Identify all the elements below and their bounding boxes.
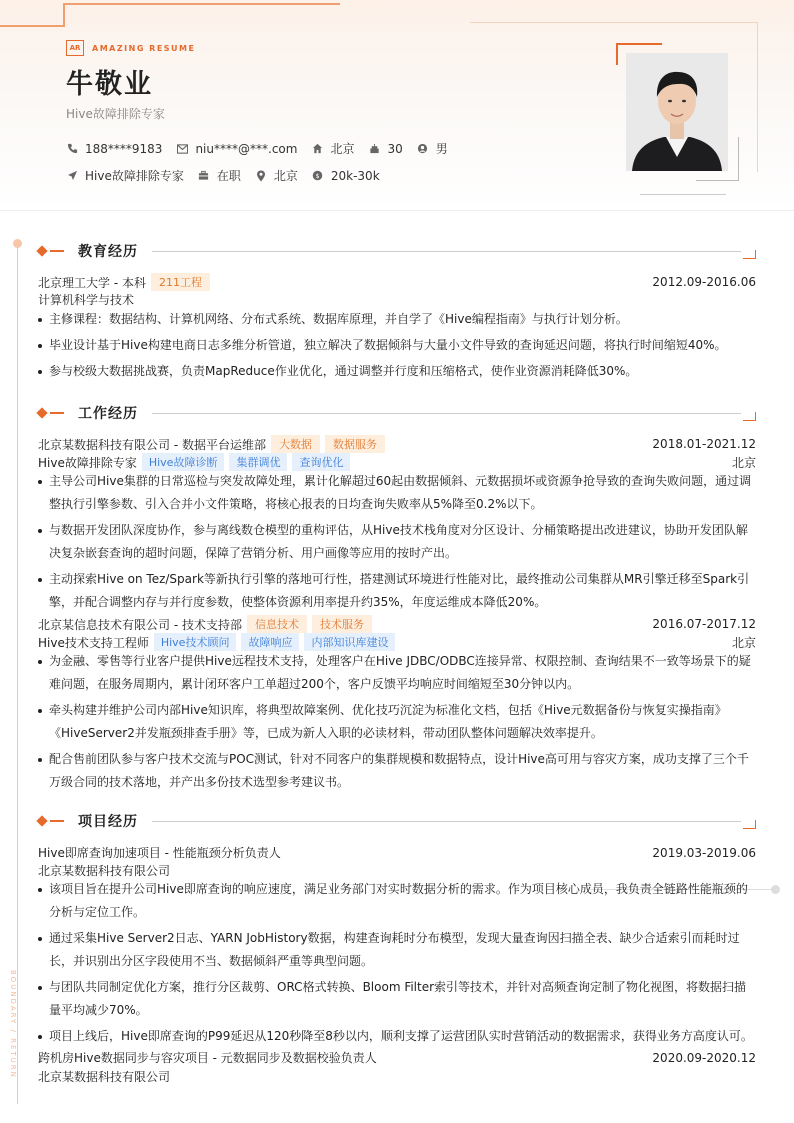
intent-city-item: [255, 167, 298, 184]
photo-corner: [696, 137, 739, 181]
skill-tag: 内部知识库建设: [304, 633, 395, 651]
job-intent-row: [66, 167, 394, 184]
project-header-row: [38, 1049, 756, 1066]
candidate-name: 牛敬业: [66, 69, 153, 100]
job-role: Hive故障排除专家: [38, 455, 137, 470]
major: 计算机科学与技术: [38, 293, 135, 307]
skill-tag: Hive故障诊断: [142, 453, 225, 471]
city-item: [311, 140, 354, 157]
project-header-row: [38, 844, 756, 861]
age-text: 30: [387, 141, 403, 156]
job-role-row: [38, 633, 756, 651]
project-company: 北京某数据科技有限公司: [38, 1070, 171, 1084]
gender-icon: [417, 143, 429, 155]
diamond-icon: [36, 815, 47, 826]
send-icon: [66, 170, 78, 182]
major-row: [38, 291, 756, 308]
brand-text: AMAZING RESUME: [92, 43, 196, 53]
project-company-row: [38, 862, 756, 879]
job-header-row: [38, 615, 756, 633]
dash-decor: [50, 820, 64, 822]
side-watermark: BOUNDARY / RETURN: [9, 970, 17, 1079]
timeline-line: [17, 244, 18, 1104]
skill-tag: Hive技术顾问: [154, 633, 237, 651]
decor-line: [0, 25, 65, 27]
phone-item: [66, 142, 162, 156]
city-text: 北京: [330, 142, 355, 156]
divider: [152, 413, 741, 414]
job-bullets: [38, 650, 756, 797]
project-date: 2020.09-2020.12: [652, 1050, 756, 1065]
list-item: 主导公司Hive集群的日常巡检与突发故障处理，累计化解超过60起由数据倾斜、元数据损坏或资源争抢导致的查询失败问题，通过调整执行引擎参数、引入合并小文件策略，将核心报表的日均查询失败率从5%降至0.2%以下。: [38, 470, 756, 516]
list-item: 牵头构建并维护公司内部Hive知识库，将典型故障案例、优化技巧沉淀为标准化文档，包括《Hive元数据备份与恢复实操指南》《HiveServer2并发瓶颈排查手册》等，已成为新人入职的必读材料，带动团队整体问题解决效率提升。: [38, 699, 756, 745]
section-title: 工作经历: [78, 406, 138, 422]
intent-city-text: 北京: [273, 169, 298, 183]
industry-tag: 信息技术: [247, 615, 307, 633]
decor-line: [757, 22, 758, 172]
dash-decor: [50, 412, 64, 414]
candidate-title: Hive故障排除专家: [66, 107, 165, 121]
job-city: 北京: [731, 455, 756, 470]
job-date: 2016.07-2017.12: [652, 617, 756, 631]
corner-decor: [743, 820, 756, 829]
school-name: 北京理工大学 - 本科: [38, 275, 146, 290]
project-date: 2019.03-2019.06: [652, 845, 756, 860]
decor-line: [470, 22, 758, 23]
list-item: 通过采集Hive Server2日志、YARN JobHistory数据，构建查询耗时分布模型，发现大量查询因扫描全表、缺少合适索引而耗时过长，并识别出分区字段使用不当、数据倾斜严重等典型问题。: [38, 927, 756, 973]
diamond-icon: [36, 407, 47, 418]
job-role: Hive技术支持工程师: [38, 635, 149, 650]
list-item: 与数据开发团队深度协作，参与离线数仓模型的重构评估，从Hive技术栈角度对分区设计、分桶策略提出改进建议，协助开发团队解决复杂嵌套查询的超时问题，保障了营销分析、用户画像等应用的按时产出。: [38, 519, 756, 565]
project-company: 北京某数据科技有限公司: [38, 864, 171, 878]
list-item: 配合售前团队参与客户技术交流与POC测试，针对不同客户的集群规模和数据特点，设计Hive高可用与容灾方案，成功支撑了三个千万级合同的技术落地，并产出多份技术选型参考建议书。: [38, 748, 756, 794]
skill-tag: 故障响应: [241, 633, 299, 651]
job-header-row: [38, 435, 756, 453]
job-date: 2018.01-2021.12: [652, 437, 756, 451]
location-icon: [255, 170, 267, 182]
job-bullets: [38, 470, 756, 617]
project-company-row: [38, 1068, 756, 1085]
contact-row: [66, 140, 462, 157]
list-item: 毕业设计基于Hive构建电商日志多维分析管道，独立解决了数据倾斜与大量小文件导致的查询延迟问题，将执行时间缩短40%。: [38, 334, 756, 357]
list-item: 项目上线后，Hive即席查询的P99延迟从120秒降至8秒以内，顺利支撑了运营团队实时营销活动的数据需求，获得业务方高度认可。: [38, 1025, 756, 1048]
school-tag: 211工程: [151, 273, 210, 291]
age-item: [368, 142, 402, 156]
industry-tag: 数据服务: [325, 435, 385, 453]
section-work-header: [38, 403, 756, 423]
education-row: [38, 273, 756, 291]
list-item: 主修课程：数据结构、计算机网络、分布式系统、数据库原理，并自学了《Hive编程指南》与执行计划分析。: [38, 308, 756, 331]
phone-icon: [66, 143, 78, 155]
intent-position-text: Hive故障排除专家: [85, 169, 184, 183]
salary-text: 20k-30k: [330, 168, 380, 183]
brand-mark: AR: [66, 40, 84, 56]
employment-status-text: 在职: [216, 169, 241, 183]
corner-decor: [743, 412, 756, 421]
divider: [152, 821, 741, 822]
diamond-icon: [36, 245, 47, 256]
mail-icon: [176, 143, 188, 155]
company-name: 北京某信息技术有限公司 - 技术支持部: [38, 617, 242, 632]
dash-decor: [50, 250, 64, 252]
industry-tag: 技术服务: [312, 615, 372, 633]
project-bullets: [38, 878, 756, 1051]
gender-text: 男: [435, 142, 448, 156]
section-title: 项目经历: [78, 814, 138, 830]
job-city: 北京: [731, 635, 756, 650]
project-name: 跨机房Hive数据同步与容灾项目 - 元数据同步及数据校验负责人: [38, 1051, 377, 1065]
decor-line: [640, 194, 726, 195]
industry-tag: 大数据: [271, 435, 320, 453]
job-role-row: [38, 453, 756, 471]
salary-item: [312, 169, 380, 183]
section-education-header: [38, 241, 756, 261]
corner-decor: [743, 250, 756, 259]
company-name: 北京某数据科技有限公司 - 数据平台运维部: [38, 437, 266, 452]
decor-line: [63, 3, 65, 27]
timeline-dot: [13, 239, 22, 248]
svg-text:$: $: [315, 171, 320, 180]
home-icon: [311, 143, 323, 155]
intent-position-item: [66, 167, 184, 184]
employment-status-item: [198, 167, 241, 184]
list-item: 该项目旨在提升公司Hive即席查询的响应速度，满足业务部门对实时数据分析的需求。作为项目核心成员，我负责全链路性能瓶颈的分析与定位工作。: [38, 878, 756, 924]
decor-line: [63, 3, 340, 5]
cake-icon: [368, 143, 380, 155]
skill-tag: 查询优化: [292, 453, 350, 471]
project-name: Hive即席查询加速项目 - 性能瓶颈分析负责人: [38, 846, 281, 860]
education-date: 2012.09-2016.06: [652, 275, 756, 289]
email-text: niu****@***.com: [195, 141, 298, 156]
list-item: 主动探索Hive on Tez/Spark等新执行引擎的落地可行性，搭建测试环境进行性能对比，最终推动公司集群从MR引擎迁移至Spark引擎，并配合调整内存与并行度参数，使整体资源利用率提升约35%，年度运维成本降低20%。: [38, 568, 756, 614]
list-item: 参与校级大数据挑战赛，负责MapReduce作业优化，通过调整并行度和压缩格式，使作业资源消耗降低30%。: [38, 360, 756, 383]
decor-dot: [771, 885, 780, 894]
money-icon: [312, 170, 324, 182]
list-item: 与团队共同制定优化方案，推行分区裁剪、ORC格式转换、Bloom Filter索引等技术，并针对高频查询定制了物化视图，将数据扫描量平均减少70%。: [38, 976, 756, 1022]
gender-item: [417, 140, 448, 157]
briefcase-icon: [198, 170, 210, 182]
brand: [66, 40, 195, 56]
email-item: [176, 142, 297, 156]
section-projects-header: [38, 811, 756, 831]
phone-text: 188****9183: [85, 141, 163, 156]
divider: [152, 251, 741, 252]
education-bullets: [38, 308, 756, 386]
list-item: 为金融、零售等行业客户提供Hive远程技术支持，处理客户在Hive JDBC/ODBC连接异常、权限控制、查询结果不一致等场景下的疑难问题，在服务周期内，累计闭环客户工单超过200个，客户反馈平均响应时间缩短至30分钟以内。: [38, 650, 756, 696]
skill-tag: 集群调优: [229, 453, 287, 471]
section-title: 教育经历: [78, 244, 138, 260]
